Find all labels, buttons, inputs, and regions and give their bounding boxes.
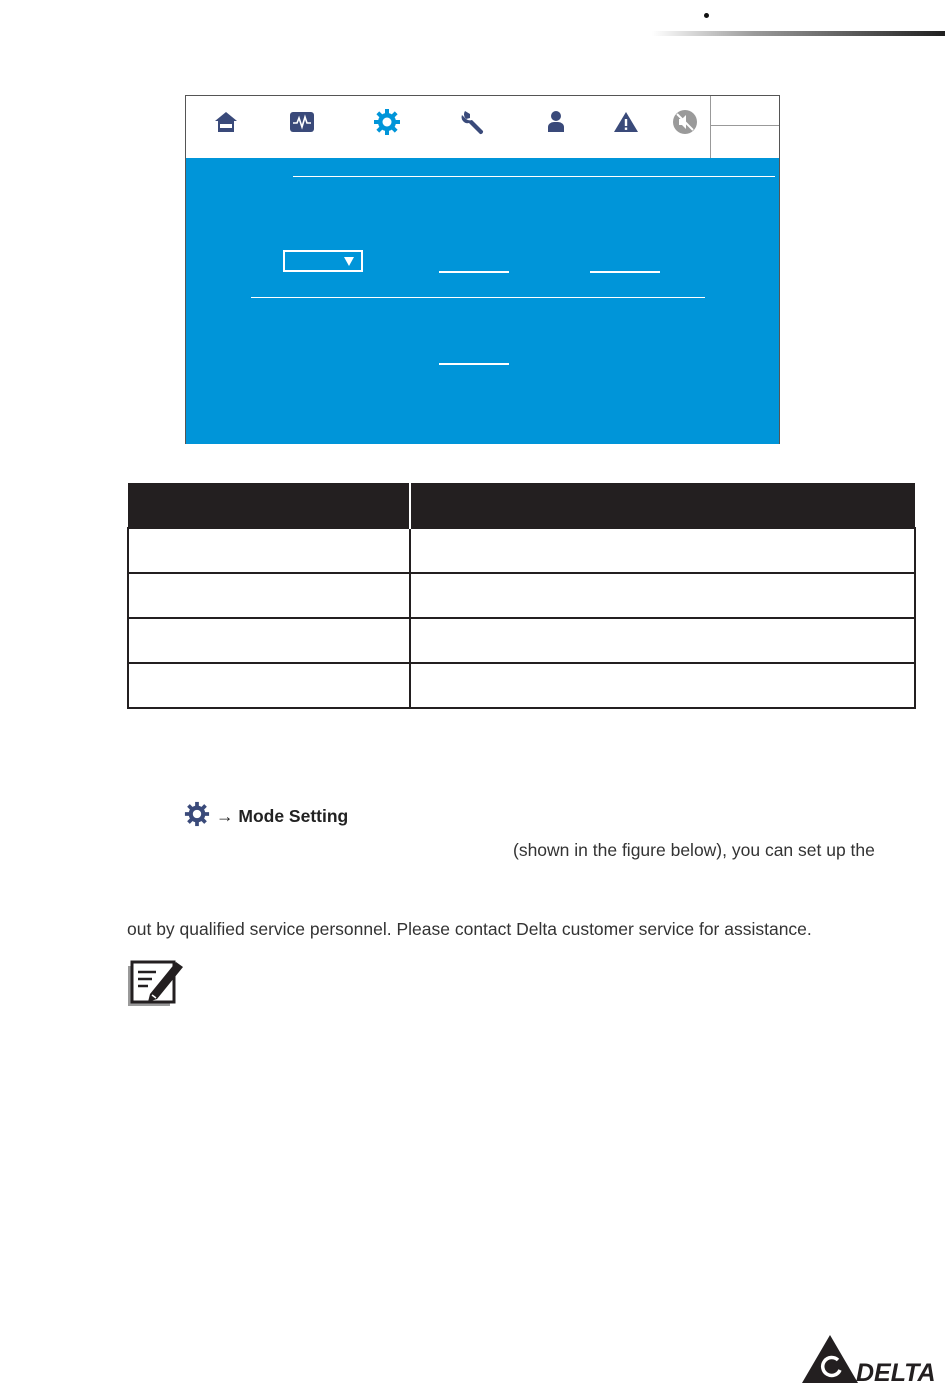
- step-label: Mode Setting: [238, 806, 349, 826]
- mute-icon[interactable]: [671, 108, 699, 136]
- delta-logo: [800, 1330, 950, 1385]
- table-cell: [410, 573, 915, 618]
- value-field-2[interactable]: [590, 271, 660, 273]
- step-path: [216, 806, 348, 827]
- chevron-down-icon: [344, 257, 354, 266]
- table-row: [128, 618, 915, 663]
- logo-text: DELTA: [856, 1359, 936, 1385]
- table-row: [128, 528, 915, 573]
- lcd-screen-figure: [185, 95, 780, 444]
- table-header-item: [128, 483, 410, 528]
- table-row: [128, 573, 915, 618]
- header-bullet: [704, 13, 709, 18]
- table-row: [128, 663, 915, 708]
- value-field-3[interactable]: [439, 363, 509, 365]
- note-icon: [126, 956, 186, 1010]
- lcd-toolbar: [186, 96, 779, 158]
- paragraph-fragment: (shown in the figure below), you can set up the: [513, 840, 875, 860]
- table-cell: [128, 663, 410, 708]
- settings-icon[interactable]: [373, 108, 401, 136]
- parameter-table: [127, 483, 916, 709]
- title-underline: [293, 176, 775, 177]
- maintenance-icon[interactable]: [459, 108, 487, 136]
- measurement-icon[interactable]: [288, 108, 316, 136]
- table-cell: [410, 528, 915, 573]
- warning-icon[interactable]: [612, 108, 640, 136]
- toolbar-status-box: [710, 96, 779, 158]
- section-divider: [251, 297, 705, 298]
- table-cell: [128, 573, 410, 618]
- home-icon[interactable]: [212, 108, 240, 136]
- paragraph-line: out by qualified service personnel. Please contact Delta customer service for assistance.: [127, 919, 812, 939]
- value-field-1[interactable]: [439, 271, 509, 273]
- user-icon[interactable]: [542, 108, 570, 136]
- mode-dropdown[interactable]: [283, 250, 363, 272]
- settings-panel: [186, 158, 779, 444]
- step-arrow: →: [216, 806, 234, 826]
- table-cell: [410, 663, 915, 708]
- table-header-description: [410, 483, 915, 528]
- table-header-row: [128, 483, 915, 528]
- settings-gear-icon: [184, 801, 210, 827]
- table-cell: [128, 528, 410, 573]
- table-cell: [128, 618, 410, 663]
- header-rule: [652, 31, 945, 36]
- table-cell: [410, 618, 915, 663]
